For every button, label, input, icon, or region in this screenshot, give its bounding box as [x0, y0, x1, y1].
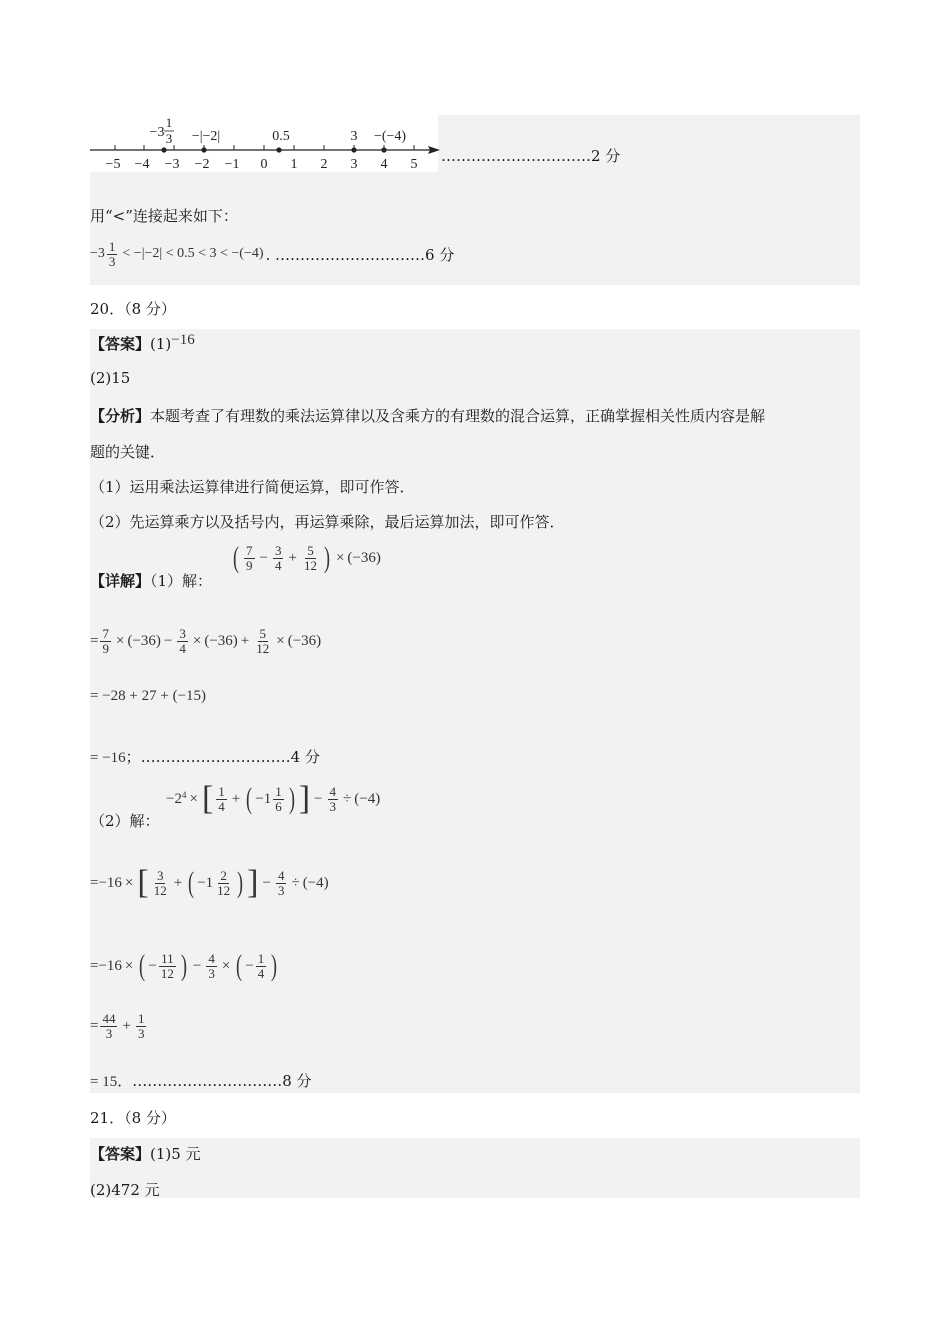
point-neg-3-1-3	[161, 147, 166, 152]
point-label: 0.5	[272, 129, 290, 144]
tick-marks	[115, 145, 414, 150]
detail-label: 【详解】	[90, 572, 151, 590]
expr-1-line-1: = $\frac{7}{9}$ × (−36) − $\frac{3}{4}$ × (−36) + $\frac{5}{12}$ × (−36)	[90, 626, 322, 656]
q20-step-2: （2）先运算乘方以及括号内，再运算乘除，最后运算加法，即可作答．	[90, 513, 565, 531]
tick-label: 4	[380, 157, 388, 172]
point-label: 3	[350, 129, 358, 144]
analysis-label: 【分析】	[90, 407, 151, 425]
q20-answer	[90, 333, 195, 354]
expr-2-line-3: = $\frac{44}{3}$ + $\frac{1}{3}$	[90, 1011, 145, 1041]
expr-2-line-1: =−16 × [ $\frac{3}{12}$ + ( −1 $\frac{2}{12}$ ) ] − $\frac{4}{3}$ ÷ (−4)	[90, 864, 329, 901]
tick-label: 5	[410, 157, 418, 172]
q20-title: 20．（8 分）	[90, 300, 176, 318]
answer-1-value: −16	[171, 332, 195, 348]
chain-int: −3	[90, 246, 105, 262]
expr-1-line-2: = −28 + 27 + (−15)	[90, 688, 207, 704]
tick-label: −5	[105, 157, 121, 172]
point-4	[381, 147, 386, 152]
result-1: = −16	[90, 750, 126, 766]
tick-label: 0	[260, 157, 268, 172]
connect-text: 用“<”连接起来如下：	[90, 207, 238, 225]
q20-analysis-cont: 题的关键．	[90, 443, 166, 461]
q21-answer	[90, 1143, 201, 1164]
q20-detail-1	[90, 570, 212, 591]
point-neg-abs-2	[201, 147, 206, 152]
analysis-text: 本题考查了有理数的乘法运算律以及含乘方的有理数的混合运算，正确掌握相关性质内容是解	[150, 407, 766, 425]
fraction-denominator: 3	[108, 253, 116, 269]
tick-label: −1	[224, 157, 240, 172]
tick-label: 1	[290, 157, 298, 172]
q20-detail-2: （2）解：	[90, 812, 160, 830]
answer-label: 【答案】	[90, 1145, 151, 1163]
answer-1: (1)5 元	[150, 1145, 201, 1163]
q21-answer-2: (2)472 元	[90, 1181, 160, 1199]
point-label: −|−2|	[191, 129, 221, 144]
score-2: …………………………2 分	[441, 147, 621, 165]
point-label-int: −3	[149, 125, 165, 140]
number-line	[88, 112, 448, 177]
expr-1-line-0: ( $\frac{7}{9}$ − $\frac{3}{4}$ + $\frac{5}{12}$ ) × (−36)	[233, 541, 381, 574]
result-2: = 15	[90, 1074, 118, 1090]
ordering-chain	[90, 240, 454, 268]
tick-label: −2	[194, 157, 210, 172]
tick-label: −3	[164, 157, 180, 172]
q20-step-1: （1）运用乘法运算律进行简便运算，即可作答．	[90, 478, 415, 496]
tick-label: 2	[320, 157, 328, 172]
point-label-den: 3	[165, 131, 173, 146]
answer-label: 【答案】	[90, 335, 151, 353]
point-3	[351, 147, 356, 152]
q21-title: 21．（8 分）	[90, 1109, 176, 1127]
q21-block	[90, 1138, 860, 1198]
score-6: . …………………………6 分	[265, 245, 455, 264]
point-label-num: 1	[165, 115, 173, 130]
fraction-numerator: 1	[108, 239, 116, 254]
chain-rest: < −|−2| < 0.5 < 3 < −(−4)	[122, 246, 264, 262]
tick-label: −4	[134, 157, 150, 172]
expr-2-line-4	[90, 1070, 312, 1091]
q20-analysis	[90, 405, 765, 426]
expr-2-line-2: =−16 × ( − $\frac{11}{12}$ ) − $\frac{4}{3}$ × ( − $\frac{1}{4}$ )	[90, 949, 278, 982]
chain-fraction	[107, 240, 118, 268]
expr-1-line-3	[90, 746, 320, 767]
answer-1-prefix: (1)	[150, 335, 172, 353]
expr-2-line-0: −2 $^4$ × [ $\frac{1}{4}$ + ( −1 $\frac{1}{6}$ ) ] − $\frac{4}{3}$ ÷ (−4)	[166, 780, 381, 817]
point-0-5	[276, 147, 281, 152]
detail-1-text: （1）解：	[150, 572, 213, 590]
score-4: ；…………………………4 分	[125, 748, 320, 766]
point-label: −(−4)	[373, 129, 407, 144]
tick-label: 3	[350, 157, 358, 172]
q20-answer-2: (2)15	[90, 369, 131, 387]
score-8: ．…………………………8 分	[117, 1072, 312, 1090]
